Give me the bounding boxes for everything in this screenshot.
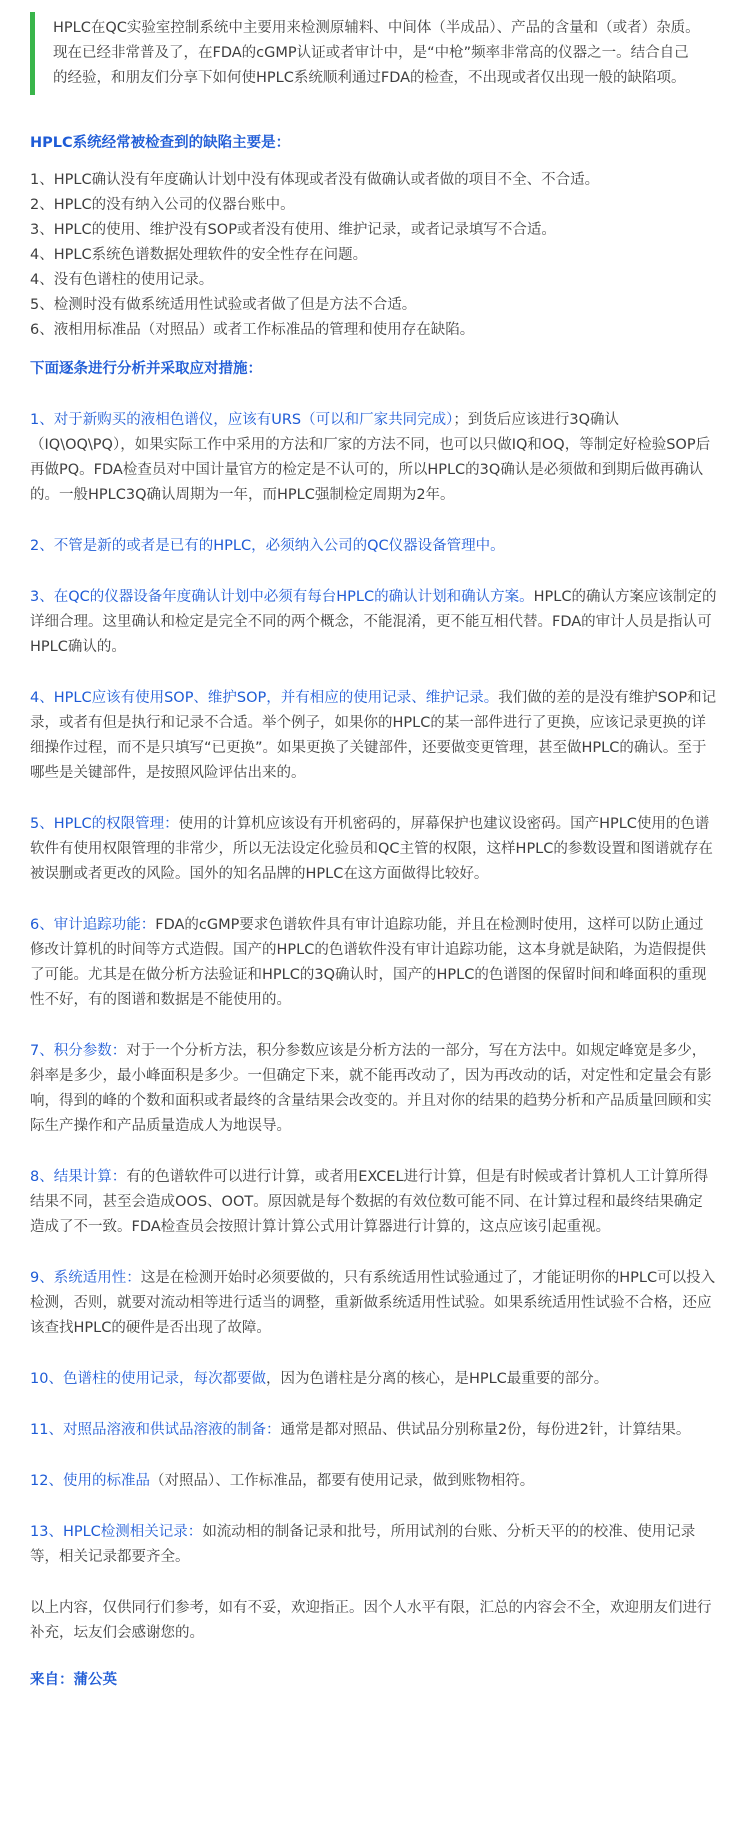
measures-heading: 下面逐条进行分析并采取应对措施： <box>30 361 262 377</box>
measure-item-3 <box>30 585 717 660</box>
measure-lead: 10、色谱柱的使用记录，每次都要做 <box>30 1371 266 1387</box>
defect-item: 4、没有色谱柱的使用记录。 <box>30 272 214 288</box>
measure-lead: 5、HPLC的权限管理： <box>30 816 179 832</box>
defect-item: 5、检测时没有做系统适用性试验或者做了但是方法不合适。 <box>30 297 417 313</box>
defects-heading: HPLC系统经常被检查到的缺陷主要是： <box>30 135 291 151</box>
measure-text: ；到货后应该进行3Q确认（IQ\OQ\PQ），如果实际工作中采用的方法和厂家的方法不同，也可以只做IQ和OQ，等制定好检验SOP后再做PQ。FDA检查员对中国计量官方的检定是不认可的，所以HPLC的3Q确认是必须做和到期后做再确认的。一般HPLC3Q确认周期为一年，而HPLC强制检定周期为2年。 <box>30 412 711 503</box>
defect-item: 4、HPLC系统色谱数据处理软件的安全性存在问题。 <box>30 247 368 263</box>
measure-item-9 <box>30 1266 717 1341</box>
measure-item-4 <box>30 686 717 786</box>
closing-paragraph: 以上内容，仅供同行们参考，如有不妥，欢迎指正。因个人水平有限，汇总的内容会不全，欢迎朋友们进行补充，坛友们会感谢您的。 <box>30 1600 712 1641</box>
measure-item-2 <box>30 534 717 559</box>
defect-item: 2、HPLC的没有纳入公司的仪器台账中。 <box>30 197 295 213</box>
source-credit: 来自：蒲公英 <box>30 1672 117 1688</box>
measure-item-10 <box>30 1367 717 1392</box>
measure-item-6 <box>30 913 717 1013</box>
defect-item: 3、HPLC的使用、维护没有SOP或者没有使用、维护记录，或者记录填写不合适。 <box>30 222 556 238</box>
defect-item: 1、HPLC确认没有年度确认计划中没有体现或者没有做确认或者做的项目不全、不合适。 <box>30 172 600 188</box>
measure-text: 如流动相的制备记录和批号，所用试剂的台账、分析天平的的校准、使用记录等，相关记录都要齐全。 <box>30 1524 696 1565</box>
measure-text: 这是在检测开始时必须要做的，只有系统适用性试验通过了，才能证明你的HPLC可以投入检测，否则，就要对流动相等进行适当的调整，重新做系统适用性试验。如果系统适用性试验不合格，还应该查找HPLC的硬件是否出现了故障。 <box>30 1270 716 1336</box>
measure-lead: 3、在QC的仪器设备年度确认计划中必须有每台HPLC的确认计划和确认方案。 <box>30 589 534 605</box>
measure-lead: 4、HPLC应该有使用SOP、维护SOP，并有相应的使用记录、维护记录。 <box>30 690 499 706</box>
measure-lead: 13、HPLC检测相关记录： <box>30 1524 203 1540</box>
measure-lead: 9、系统适用性： <box>30 1270 141 1286</box>
defects-list <box>30 168 717 343</box>
measure-item-12 <box>30 1469 717 1494</box>
defect-item: 6、液相用标准品（对照品）或者工作标准品的管理和使用存在缺陷。 <box>30 322 475 338</box>
measure-lead: 11、对照品溶液和供试品溶液的制备： <box>30 1422 281 1438</box>
measure-lead: 6、审计追踪功能： <box>30 917 156 933</box>
measure-item-5 <box>30 812 717 887</box>
measure-text: 通常是都对照品、供试品分别称量2份，每份进2针，计算结果。 <box>280 1422 691 1438</box>
measure-text: 有的色谱软件可以进行计算，或者用EXCEL进行计算，但是有时候或者计算机人工计算所得结果不同，甚至会造成OOS、OOT。原因就是每个数据的有效位数可能不同、在计算过程和最终结果确定造成了不一致。FDA检查员会按照计算计算公式用计算器进行计算的，这点应该引起重视。 <box>30 1169 709 1235</box>
measure-text: 我们做的差的是没有维护SOP和记录，或者有但是执行和记录不合适。举个例子，如果你的HPLC的某一部件进行了更换，应该记录更换的详细操作过程，而不是只填写“已更换”。如果更换了关键部件，还要做变更管理，甚至做HPLC的确认。至于哪些是关键部件，是按照风险评估出来的。 <box>30 690 717 781</box>
measure-lead: 1、对于新购买的液相色谱仪，应该有URS（可以和厂家共同完成） <box>30 412 454 428</box>
measure-text: FDA的cGMP要求色谱软件具有审计追踪功能，并且在检测时使用，这样可以防止通过修改计算机的时间等方式造假。国产的HPLC的色谱软件没有审计追踪功能，这本身就是缺陷，为造假提供了可能。尤其是在做分析方法验证和HPLC的3Q确认时，国产的HPLC的色谱图的保留时间和峰面积的重现性不好，有的图谱和数据是不能使用的。 <box>30 917 707 1008</box>
measure-item-7 <box>30 1039 717 1139</box>
measure-text: 使用的计算机应该设有开机密码的，屏幕保护也建议设密码。国产HPLC使用的色谱软件有使用权限管理的非常少，所以无法设定化验员和QC主管的权限，这样HPLC的参数设置和图谱就存在被误删或者更改的风险。国外的知名品牌的HPLC在这方面做得比较好。 <box>30 816 713 882</box>
measure-lead: 12、使用的标准品 <box>30 1473 150 1489</box>
measure-item-13 <box>30 1520 717 1570</box>
intro-blockquote: HPLC在QC实验室控制系统中主要用来检测原辅料、中间体（半成品）、产品的含量和（或者）杂质。现在已经非常普及了，在FDA的cGMP认证或者审计中，是“中枪”频率非常高的仪器之一。结合自己的经验，和朋友们分享下如何使HPLC系统顺利通过FDA的检查，不出现或者仅出现一般的缺陷项。 <box>30 12 717 95</box>
measure-item-8 <box>30 1165 717 1240</box>
measure-text: 对于一个分析方法，积分参数应该是分析方法的一部分，写在方法中。如规定峰宽是多少，斜率是多少，最小峰面积是多少。一但确定下来，就不能再改动了，因为再改动的话，对定性和定量会有影响，得到的峰的个数和面积或者最终的含量结果会改变的。并且对你的结果的趋势分析和产品质量回顾和实际生产操作和产品质量造成人为地误导。 <box>30 1043 712 1134</box>
measure-text: （对照品）、工作标准品，都要有使用记录，做到账物相符。 <box>149 1473 535 1489</box>
measure-item-11 <box>30 1418 717 1443</box>
measure-lead: 2、不管是新的或者是已有的HPLC，必须纳入公司的QC仪器设备管理中。 <box>30 538 505 554</box>
measure-text: HPLC的确认方案应该制定的详细合理。这里确认和检定是完全不同的两个概念，不能混淆，更不能互相代替。FDA的审计人员是指认可HPLC确认的。 <box>30 589 717 655</box>
measure-item-1 <box>30 408 717 508</box>
measure-lead: 7、积分参数： <box>30 1043 127 1059</box>
measure-text: ，因为色谱柱是分离的核心，是HPLC最重要的部分。 <box>265 1371 609 1387</box>
measure-lead: 8、结果计算： <box>30 1169 127 1185</box>
